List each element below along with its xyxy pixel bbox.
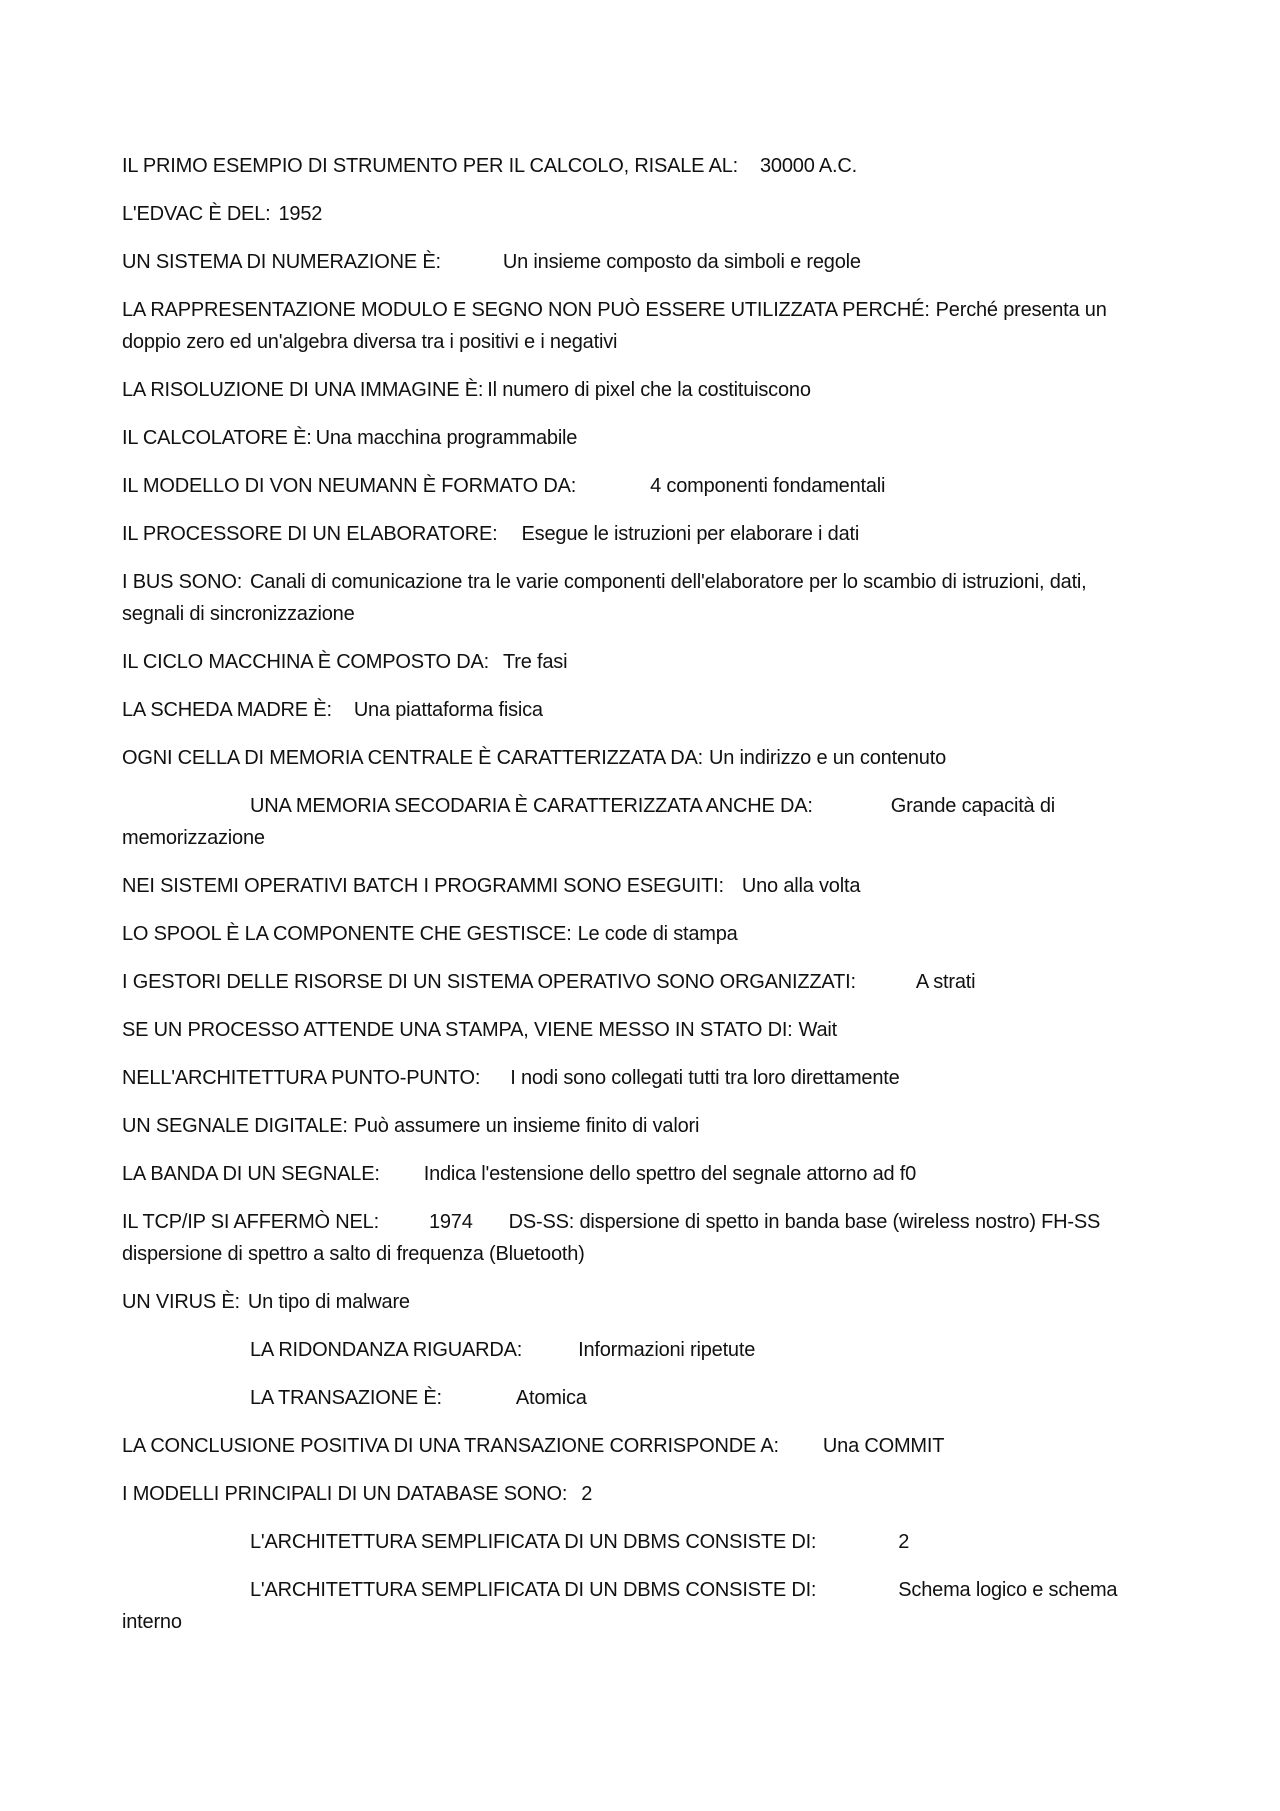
answer-text: Uno alla volta [741,875,861,897]
qa-item [122,918,1152,950]
qa-item [122,742,1152,774]
question-text: IL PRIMO ESEMPIO DI STRUMENTO PER IL CALCOLO, RISALE AL: [122,155,738,177]
answer-text: Tre fasi [503,651,568,673]
qa-item [122,1014,1152,1046]
qa-item [122,646,1152,678]
answer-text: Informazioni ripetute [578,1339,756,1361]
answer-text: Un indirizzo e un contenuto [709,747,946,769]
answer-text: Perché presenta un doppio zero ed un'algebra diversa tra i positivi e i negativi [122,299,1107,353]
answer-text: Indica l'estensione dello spettro del segnale attorno ad f0 [423,1163,917,1185]
qa-item [122,1574,1152,1638]
qa-item [122,374,1152,406]
qa-item [122,1286,1152,1318]
question-text: L'ARCHITETTURA SEMPLIFICATA DI UN DBMS CONSISTE DI: [250,1531,817,1553]
qa-item [122,694,1152,726]
answer-text: Una piattaforma fisica [353,699,543,721]
qa-item [122,1430,1152,1462]
answer-text: Grande capacità di memorizzazione [122,795,1055,849]
question-text: IL TCP/IP SI AFFERMÒ NEL: [122,1211,379,1233]
answer-text: Una COMMIT [822,1435,945,1457]
answer-text: 2 [898,1531,910,1553]
answer-text: Un tipo di malware [247,1291,410,1313]
question-text: LA RIDONDANZA RIGUARDA: [250,1339,523,1361]
question-text: IL CICLO MACCHINA È COMPOSTO DA: [122,651,489,673]
answer-text: I nodi sono collegati tutti tra loro direttamente [510,1067,900,1089]
question-text: UN VIRUS È: [122,1291,240,1313]
answer-text: 1952 [278,203,323,225]
qa-item [122,1382,1152,1414]
question-text: UNA MEMORIA SECODARIA È CARATTERIZZATA ANCHE DA: [250,795,813,817]
question-text: LA CONCLUSIONE POSITIVA DI UNA TRANSAZIONE CORRISPONDE A: [122,1435,779,1457]
qa-item [122,1062,1152,1094]
answer-text: 30000 A.C. [760,155,857,177]
qa-item [122,870,1152,902]
qa-item [122,566,1152,630]
answer-text: 4 componenti fondamentali [650,475,886,497]
answer-text: Esegue le istruzioni per elaborare i dati [521,523,860,545]
answer-text: Può assumere un insieme finito di valori [353,1115,700,1137]
qa-item [122,294,1152,358]
qa-item [122,966,1152,998]
question-text: UN SISTEMA DI NUMERAZIONE È: [122,251,441,273]
answer-text: Schema logico e schema interno [122,1579,1118,1633]
qa-item [122,1526,1152,1558]
qa-item [122,198,1152,230]
answer-text: Canali di comunicazione tra le varie componenti dell'elaboratore per lo scambio di istruzioni, dati, segnali di sincronizzazione [122,571,1087,625]
question-text: L'ARCHITETTURA SEMPLIFICATA DI UN DBMS CONSISTE DI: [250,1579,817,1601]
qa-item [122,1110,1152,1142]
question-text: IL CALCOLATORE È: [122,427,312,449]
question-text: LA SCHEDA MADRE È: [122,699,332,721]
question-text: NELL'ARCHITETTURA PUNTO-PUNTO: [122,1067,481,1089]
qa-item [122,1478,1152,1510]
question-text: SE UN PROCESSO ATTENDE UNA STAMPA, VIENE MESSO IN STATO DI: [122,1019,793,1041]
question-text: LO SPOOL È LA COMPONENTE CHE GESTISCE: [122,923,572,945]
qa-item [122,470,1152,502]
qa-item [122,1158,1152,1190]
qa-item [122,422,1152,454]
answer-text: Il numero di pixel che la costituiscono [487,379,811,401]
answer-text: 1974 [428,1211,473,1233]
qa-item [122,518,1152,550]
question-text: OGNI CELLA DI MEMORIA CENTRALE È CARATTERIZZATA DA: [122,747,704,769]
question-text: IL PROCESSORE DI UN ELABORATORE: [122,523,498,545]
question-text: I MODELLI PRINCIPALI DI UN DATABASE SONO: [122,1483,568,1505]
qa-item [122,1334,1152,1366]
question-text: IL MODELLO DI VON NEUMANN È FORMATO DA: [122,475,577,497]
answer-text: 2 [581,1483,593,1505]
answer-text: Le code di stampa [577,923,738,945]
answer-text: Wait [798,1019,838,1041]
question-text: I GESTORI DELLE RISORSE DI UN SISTEMA OPERATIVO SONO ORGANIZZATI: [122,971,856,993]
question-text: LA RISOLUZIONE DI UNA IMMAGINE È: [122,379,484,401]
question-text: LA TRANSAZIONE È: [250,1387,442,1409]
question-text: L'EDVAC È DEL: [122,203,271,225]
answer-text: Una macchina programmabile [315,427,578,449]
answer-text: Atomica [515,1387,587,1409]
qa-item [122,150,1152,182]
question-text: NEI SISTEMI OPERATIVI BATCH I PROGRAMMI SONO ESEGUITI: [122,875,724,897]
note-text: DS-SS: dispersione di spetto in banda base (wireless nostro) FH-SS dispersione di spettro a salto di frequenza (Bluetooth) [122,1211,1101,1265]
qa-item [122,790,1152,854]
answer-text: Un insieme composto da simboli e regole [502,251,861,273]
question-text: UN SEGNALE DIGITALE: [122,1115,348,1137]
question-text: LA BANDA DI UN SEGNALE: [122,1163,380,1185]
qa-item [122,246,1152,278]
qa-item [122,1206,1152,1270]
answer-text: A strati [915,971,976,993]
question-text: I BUS SONO: [122,571,243,593]
question-text: LA RAPPRESENTAZIONE MODULO E SEGNO NON PUÒ ESSERE UTILIZZATA PERCHÉ: [122,299,930,321]
